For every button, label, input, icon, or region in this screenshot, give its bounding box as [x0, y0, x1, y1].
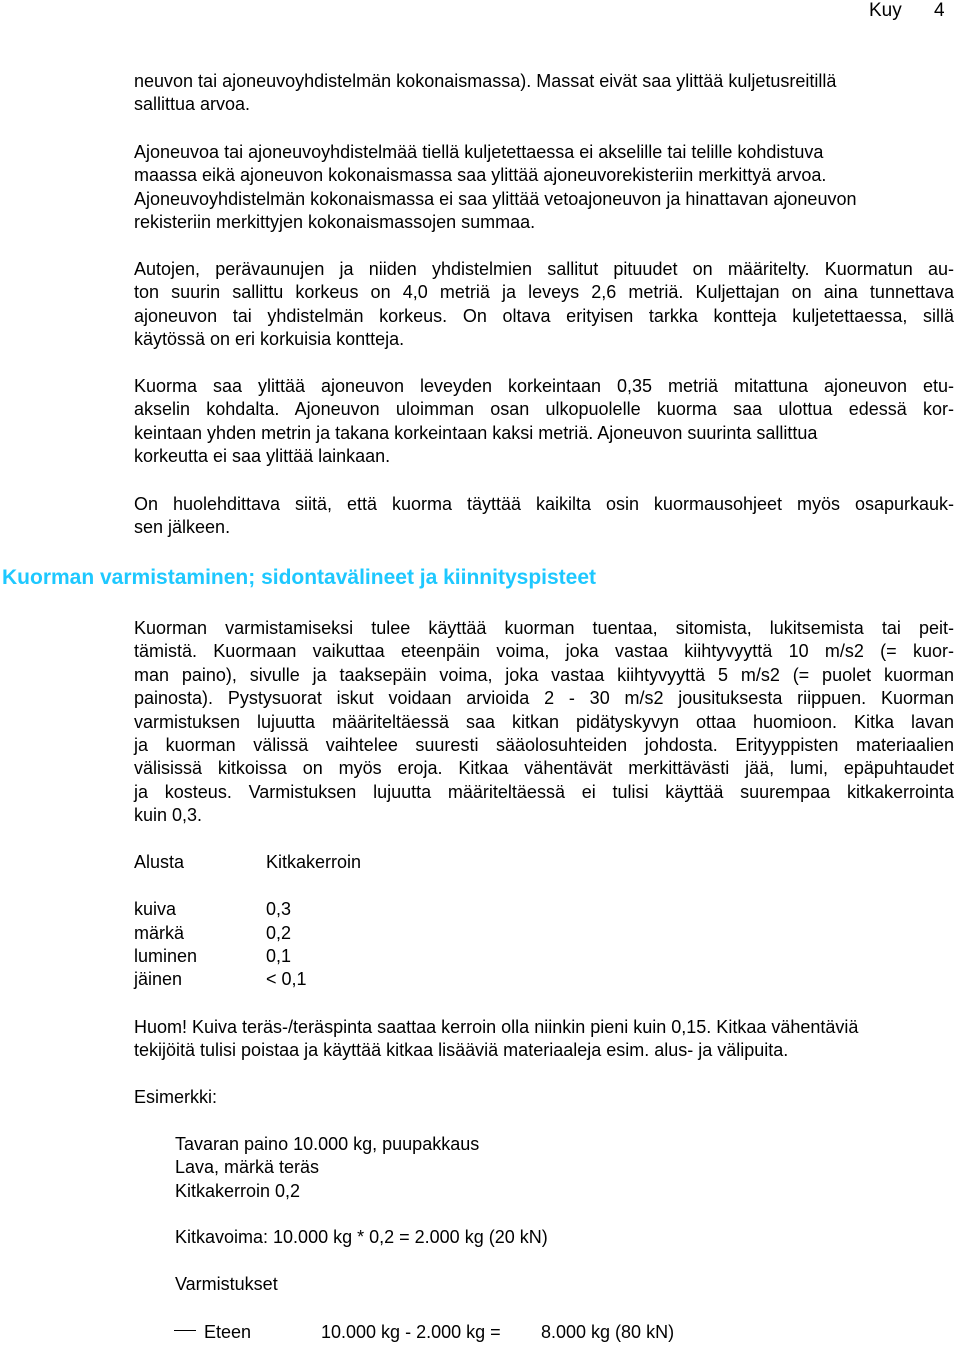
text-line: ajoneuvon tai yhdistelmän korkeus. On oltava erityisen tarkka kontteja kuljetettaessa, sillä [134, 305, 954, 326]
text-line: välisissä kitkoissa on myös eroja. Kitkaa vähentävät merkittävästi jää, lumi, epäpuhtaudet [134, 758, 954, 779]
table-cell-surface: luminen [134, 946, 198, 966]
text-line: tämistä. Kuormaan vaikuttaa eteenpäin voima, joka vastaa kiihtyvyyttä 10 m/s2 (= kuor- [134, 641, 954, 662]
table-cell-coefficient: 0,3 [266, 899, 292, 919]
securing-result: 8.000 kg (80 kN) [541, 1322, 675, 1342]
header-title: Kuy [869, 0, 902, 21]
table-cell-surface: jäinen [134, 969, 183, 989]
text-line: rekisteriin merkittyjen kokonaismassojen summaa. [134, 212, 536, 233]
text-line: varmistuksen lujuutta määriteltäessä saa kitkan pidätyskyvyn ottaa huomioon. Kitka lavan [134, 711, 954, 732]
table-header-coefficient: Kitkakerroin [266, 852, 362, 872]
page-number: 4 [934, 0, 945, 21]
paragraph-5 [134, 493, 954, 540]
text-line: Autojen, perävaunujen ja niiden yhdistelmien sallitut pituudet on määritelty. Kuormatun au- [134, 259, 954, 279]
securing-calculation: 10.000 kg - 2.000 kg = [321, 1322, 501, 1342]
text-line: man paino), sivulle ja taaksepäin voima, joka vastaa kiihtyvyyttä 5 m/s2 (= puolet kuorman [134, 664, 954, 685]
dash-bullet [174, 1330, 196, 1331]
text-line: ton suurin sallittu korkeus on 4,0 metriä ja leveys 2,6 metriä. Kuljettajan on aina tunnettava [134, 282, 954, 303]
example-line: Kitkakerroin 0,2 [175, 1181, 301, 1201]
paragraph-1 [134, 70, 954, 117]
table-header-surface: Alusta [134, 852, 185, 872]
text-line: ja kuorman välissä vaihtelee suuresti sääolosuhteiden johdosta. Erityyppisten materiaalien [134, 735, 954, 756]
table-cell-surface: kuiva [134, 899, 177, 919]
friction-force-line: Kitkavoima: 10.000 kg * 0,2 = 2.000 kg (20 kN) [175, 1227, 548, 1247]
text-line: Ajoneuvoyhdistelmän kokonaismassa ei saa ylittää vetoajoneuvon ja hinattavan ajoneuvon [134, 188, 857, 209]
text-line: neuvon tai ajoneuvoyhdistelmän kokonaismassa). Massat eivät saa ylittää kuljetusreitillä [134, 71, 837, 91]
paragraph-2 [134, 141, 954, 235]
paragraph-4 [134, 375, 954, 469]
paragraph-3 [134, 258, 954, 352]
text-line: Kuorma saa ylittää ajoneuvon leveyden korkeintaan 0,35 metriä mitattuna ajoneuvon etu- [134, 376, 954, 396]
example-line: Lava, märkä teräs [175, 1157, 320, 1177]
text-line: Kuorman varmistamiseksi tulee käyttää kuorman tuentaa, sitomista, lukitsemista tai peit- [134, 618, 954, 638]
text-line: keintaan yhden metrin ja takana korkeintaan kaksi metriä. Ajoneuvon suurinta sallittua [134, 422, 818, 443]
note-paragraph [134, 1016, 954, 1063]
text-line: ja kosteus. Varmistuksen lujuutta määriteltäessä ei tulisi käyttää suurempaa kitkakerrointa [134, 781, 954, 802]
example-label: Esimerkki: [134, 1087, 218, 1107]
text-line: Huom! Kuiva teräs-/teräspinta saattaa kerroin olla niinkin pieni kuin 0,15. Kitkaa vähentäviä [134, 1017, 859, 1037]
text-line: painosta). Pystysuorat iskut voidaan arvioida 2 - 30 m/s2 jousituksesta riippuen. Kuorman [134, 688, 954, 709]
table-cell-coefficient: 0,2 [266, 923, 292, 943]
text-line: kuin 0,3. [134, 805, 203, 826]
securing-direction: Eteen [204, 1322, 252, 1342]
text-line: käytössä on eri korkuisia kontteja. [134, 329, 405, 350]
text-line: sallittua arvoa. [134, 94, 251, 115]
table-cell-coefficient: < 0,1 [266, 969, 307, 989]
example-line: Tavaran paino 10.000 kg, puupakkaus [175, 1134, 480, 1154]
text-line: korkeutta ei saa ylittää lainkaan. [134, 446, 391, 467]
paragraph-6 [134, 617, 954, 828]
section-heading: Kuorman varmistaminen; sidontavälineet ja kiinnityspisteet [2, 566, 596, 589]
text-line: sen jälkeen. [134, 517, 231, 538]
securing-label: Varmistukset [175, 1274, 278, 1294]
text-line: On huolehdittava siitä, että kuorma täyttää kaikilta osin kuormausohjeet myös osapurkauk- [134, 494, 954, 514]
table-cell-surface: märkä [134, 923, 185, 943]
text-line: maassa eikä ajoneuvon kokonaismassa saa ylittää ajoneuvorekisteriin merkittyä arvoa. [134, 165, 827, 186]
text-line: tekijöitä tulisi poistaa ja käyttää kitkaa lisääviä materiaaleja esim. alus- ja välipuita. [134, 1040, 789, 1061]
text-line: akselin kohdalta. Ajoneuvon uloimman osan ulkopuolelle kuorma saa ulottua edessä kor- [134, 399, 954, 420]
table-cell-coefficient: 0,1 [266, 946, 292, 966]
text-line: Ajoneuvoa tai ajoneuvoyhdistelmää tiellä kuljetettaessa ei akselille tai telille kohdistuva [134, 142, 824, 162]
